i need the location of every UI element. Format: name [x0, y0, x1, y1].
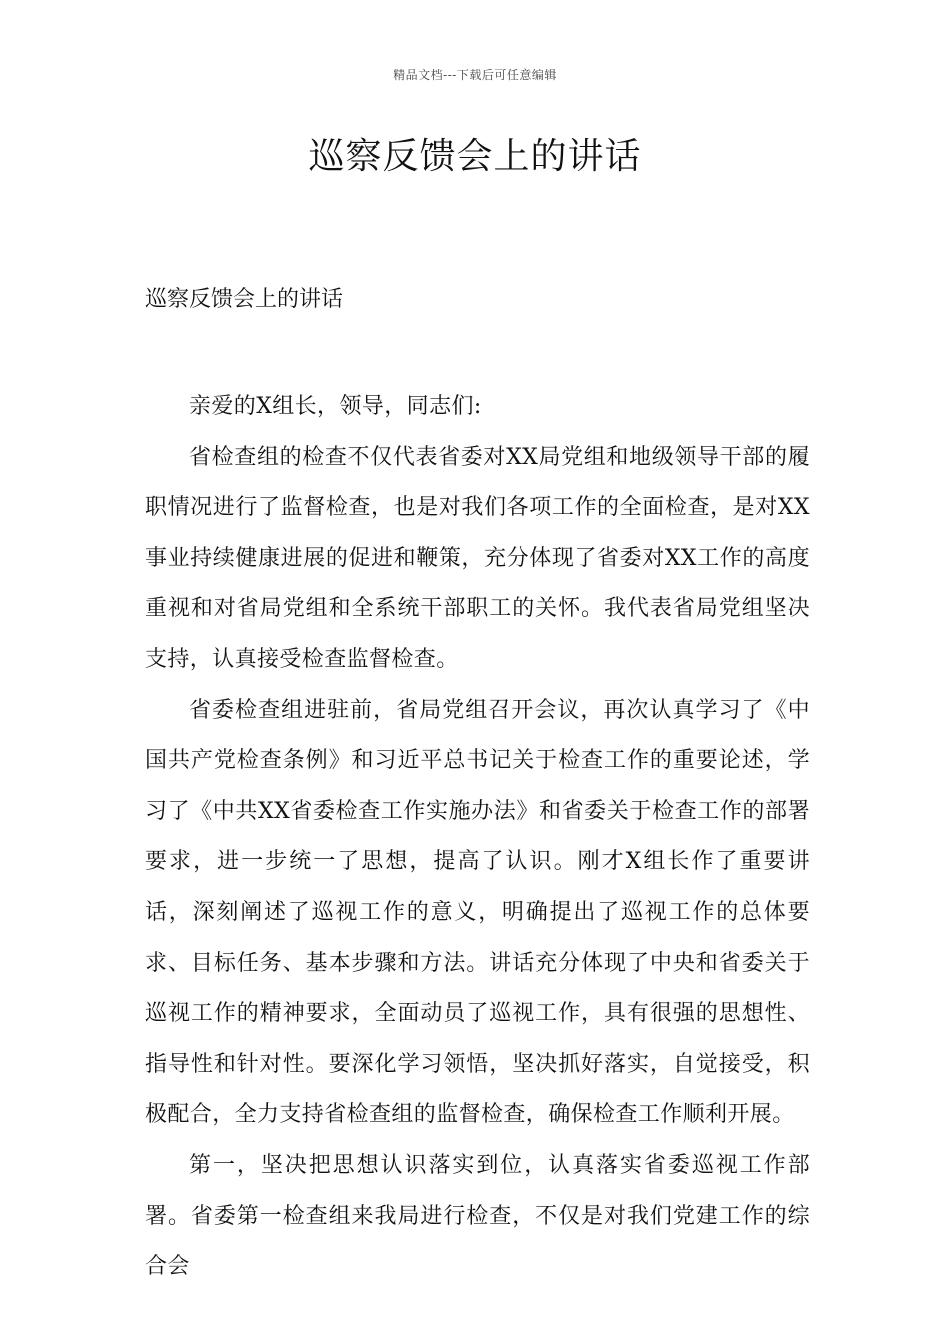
- header-note: 精品文档---下载后可任意编辑: [393, 68, 557, 82]
- document-title: 巡察反馈会上的讲话: [308, 136, 642, 177]
- paragraph-2: 省委检查组进驻前，省局党组召开会议，再次认真学习了《中国共产党检查条例》和习近平总书记关于检查工作的重要论述，学习了《中共XX省委检查工作实施办法》和省委关于检查工作的部署要求，进一步统一了思想，提高了认识。刚才X组长作了重要讲话，深刻阐述了巡视工作的意义，明确提出了巡视工作的总体要求、目标任务、基本步骤和方法。讲话充分体现了中央和省委关于巡视工作的精神要求，全面动员了巡视工作，具有很强的思想性、指导性和针对性。要深化学习领悟，坚决抓好落实，自觉接受，积极配合，全力支持省检查组的监督检查，确保检查工作顺利开展。: [145, 697, 810, 1128]
- document-subtitle: 巡察反馈会上的讲话: [145, 287, 344, 312]
- paragraph-greeting: 亲爱的X组长，领导，同志们:: [189, 394, 482, 419]
- paragraph-1: 省检查组的检查不仅代表省委对XX局党组和地级领导干部的履职情况进行了监督检查，也是对我们各项工作的全面检查，是对XX事业持续健康进展的促进和鞭策，充分体现了省委对XX工作的高度重视和对省局党组和全系统干部职工的关怀。我代表省局党组坚决支持，认真接受检查监督检查。: [145, 444, 810, 672]
- document-body: [145, 382, 810, 1293]
- paragraph-3: 第一，坚决把思想认识落实到位，认真落实省委巡视工作部署。省委第一检查组来我局进行检查，不仅是对我们党建工作的综合会: [145, 1152, 810, 1280]
